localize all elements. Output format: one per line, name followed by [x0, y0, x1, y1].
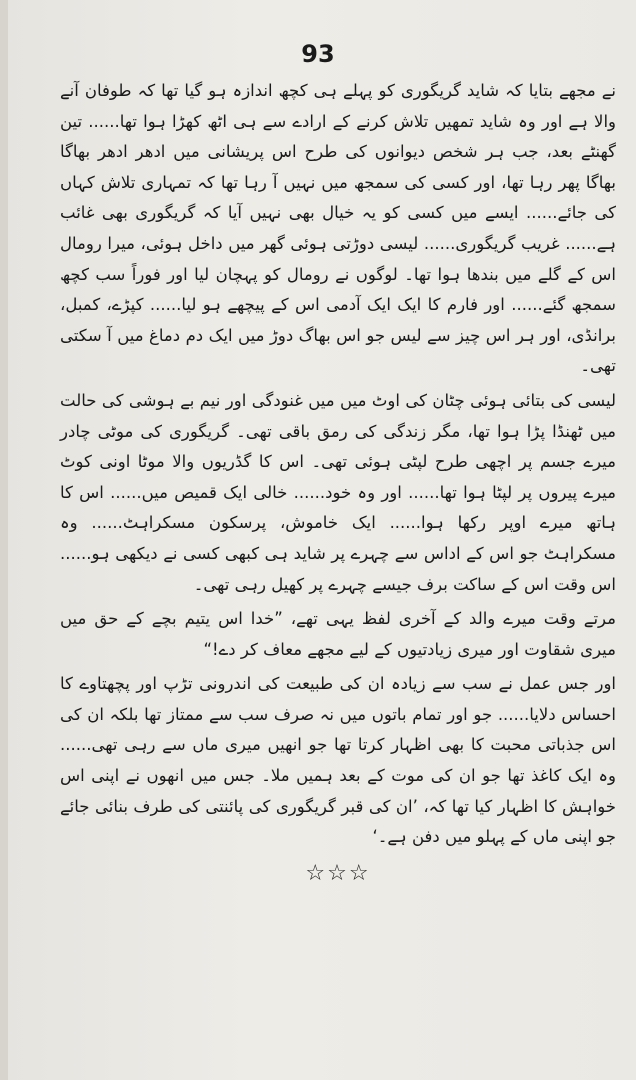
- paragraph-3: مرتے وقت میرے والد کے آخری لفظ یہی تھے، ”خدا اس یتیم بچے کے حق میں میری شقاوت اور میری زیادتیوں کے لیے مجھے معاف کر دے!“: [60, 609, 616, 659]
- paragraph-4: اور جس عمل نے سب سے زیادہ ان کی طبیعت کی اندرونی تڑپ اور پچھتاوے کا احساس دلایا...... جو اور تمام باتوں میں نہ صرف سب سے ممتاز تھا بلکہ ان کی اس جذباتی محبت کا بھی اظہار کرتا تھا جو انھیں میری ماں سے رہی تھی...... وہ ایک کاغذ تھا جو ان کی موت کے بعد ہمیں ملا۔ جس میں انھوں نے اپنی اس خواہش کا اظہار کیا تھا کہ، ’ان کی قبر گریگوری کی پائنتی کی طرف بنائی جائے جو اپنی ماں کے پہلو میں دفن ہے۔‘: [60, 674, 616, 847]
- paragraph-2: لیسی کی بتائی ہوئی چٹان کی اوٹ میں میں غنودگی اور نیم بے ہوشی کی حالت میں ٹھنڈا پڑا ہوا تھا، مگر زندگی کی رمق باقی تھی۔ گریگوری کی موٹی چادر میرے جسم پر اچھی طرح لپٹی ہوئی تھی۔ اس کا گڈریوں والا موٹا اونی کوٹ میرے پیروں پر لپٹا ہوا تھا...... اور وہ خود...... خالی ایک قمیص میں...... اس کا ہاتھ میرے اوپر رکھا ہوا...... ایک خاموش، پرسکون مسکراہٹ...... وہ مسکراہٹ جو اس کے اداس سے چہرے پر شاید ہی کبھی کسی نے دیکھی ہو...... اس وقت اس کے ساکت برف جیسے چہرے پر کھیل رہی تھی۔: [60, 390, 616, 594]
- page-binding-edge: [0, 0, 8, 1080]
- page-number: 93: [301, 40, 335, 68]
- urdu-text-body: [60, 76, 616, 889]
- paragraph-1: نے مجھے بتایا کہ شاید گریگوری کو پہلے ہی کچھ اندازہ ہو گیا تھا کہ طوفان آنے والا ہے اور وہ شاید تمھیں تلاش کرنے کے ارادے سے ہی اٹھ کھڑا ہوا تھا...... تین گھنٹے بعد، جب ہر شخص دیوانوں کی طرح اس پریشانی میں ادھر ادھر بھاگا بھاگا پھر رہا تھا، اور کسی کی سمجھ میں نہیں آ رہا تھا کہ تمہاری تلاش کہاں کی جائے...... ایسے میں کسی کو یہ خیال بھی نہیں آیا کہ گریگوری بھی غائب ہے...... غریب گریگوری...... لیسی دوڑتی ہوئی گھر میں داخل ہوئی، میرا رومال اس کے گلے میں بندھا ہوا تھا۔ لوگوں نے رومال کو پہچان لیا اور فوراً سب کچھ سمجھ گئے...... اور فارم کا ایک ایک آدمی اس کے پیچھے ہو لیا...... کپڑے، کمبل، برانڈی، اور ہر اس چیز سے لیس جو اس بھاگ دوڑ میں ایک دم دماغ میں آ سکتی تھی۔: [60, 81, 616, 376]
- star-separator: ☆☆☆: [305, 860, 371, 886]
